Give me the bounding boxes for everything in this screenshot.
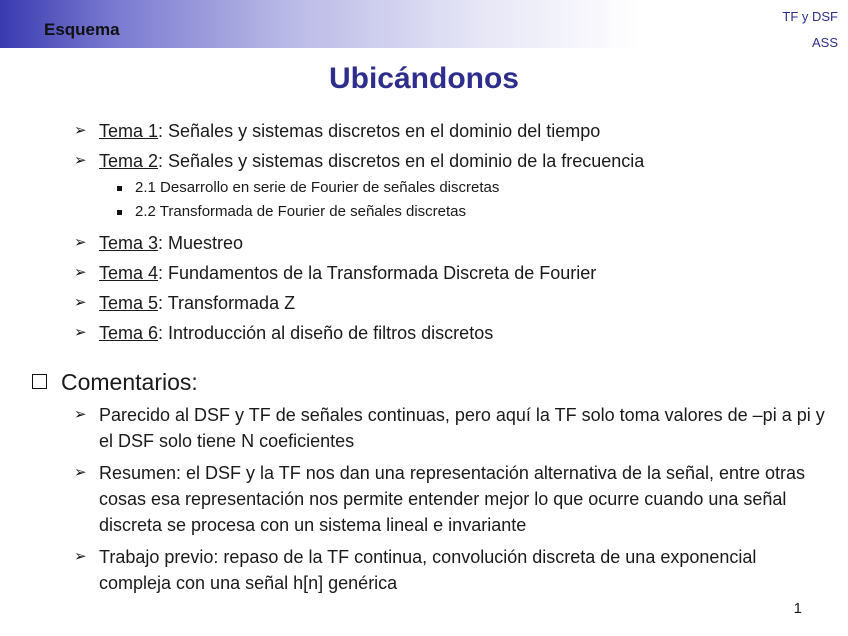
topic-text: : Señales y sistemas discretos en el dominio de la frecuencia [158, 151, 645, 171]
topic-item [74, 230, 644, 260]
topic-text: : Muestreo [158, 233, 244, 253]
comments-heading [32, 368, 198, 396]
arrow-bullet-icon: ➢ [74, 324, 87, 341]
arrow-bullet-icon: ➢ [74, 464, 87, 481]
topic-link[interactable]: Tema 2 [99, 151, 159, 171]
topic-text: : Transformada Z [158, 293, 296, 313]
topic-item [74, 320, 644, 350]
topic-item [74, 290, 644, 320]
subtopic-item [74, 178, 644, 202]
subtopic-list [74, 178, 644, 226]
subtopic-item [74, 202, 644, 226]
arrow-bullet-icon: ➢ [74, 122, 87, 139]
comment-list [74, 402, 826, 602]
comment-item [74, 544, 826, 596]
arrow-bullet-icon: ➢ [74, 294, 87, 311]
topic-item [74, 148, 644, 178]
arrow-bullet-icon: ➢ [74, 152, 87, 169]
subtopic-text: 2.2 Transformada de Fourier de señales discretas [135, 203, 467, 220]
checkbox-icon [32, 374, 47, 389]
arrow-bullet-icon: ➢ [74, 406, 87, 423]
subtopic-group [74, 178, 644, 226]
topic-link[interactable]: Tema 3 [99, 233, 159, 253]
slide-title: Ubicándonos [328, 62, 519, 95]
topic-item [74, 260, 644, 290]
topic-text: : Señales y sistemas discretos en el dominio del tiempo [158, 121, 601, 141]
course-label: TF y DSF [782, 9, 838, 24]
page-number: 1 [793, 600, 802, 617]
comment-text: Trabajo previo: repaso de la TF continua, convolución discreta de una exponencial compleja con una señal h[n] genérica [99, 547, 757, 593]
square-bullet-icon [117, 210, 122, 215]
comments-heading-text: Comentarios: [61, 369, 198, 395]
topic-list [74, 118, 644, 350]
author-label: ASS [811, 35, 838, 50]
section-name: Esquema [44, 20, 120, 39]
arrow-bullet-icon: ➢ [74, 234, 87, 251]
arrow-bullet-icon: ➢ [74, 264, 87, 281]
subtopic-text: 2.1 Desarrollo en serie de Fourier de señales discretas [135, 179, 500, 196]
arrow-bullet-icon: ➢ [74, 548, 87, 565]
comment-text: Resumen: el DSF y la TF nos dan una representación alternativa de la señal, entre otras cosas esa representación nos permite entender mejor lo que ocurre cuando una señal discreta se procesa con un sistema lineal e invariante [99, 463, 806, 535]
topic-link[interactable]: Tema 1 [99, 121, 159, 141]
topic-item [74, 118, 644, 148]
comment-item [74, 402, 826, 454]
topic-text: : Introducción al diseño de filtros discretos [158, 323, 494, 343]
topic-link[interactable]: Tema 4 [99, 263, 159, 283]
square-bullet-icon [117, 186, 122, 191]
topic-text: : Fundamentos de la Transformada Discreta de Fourier [158, 263, 597, 283]
topic-link[interactable]: Tema 6 [99, 323, 159, 343]
comment-item [74, 460, 826, 538]
topic-link[interactable]: Tema 5 [99, 293, 159, 313]
comment-text: Parecido al DSF y TF de señales continuas, pero aquí la TF solo toma valores de –pi a pi y el DSF solo tiene N coeficientes [99, 405, 825, 451]
